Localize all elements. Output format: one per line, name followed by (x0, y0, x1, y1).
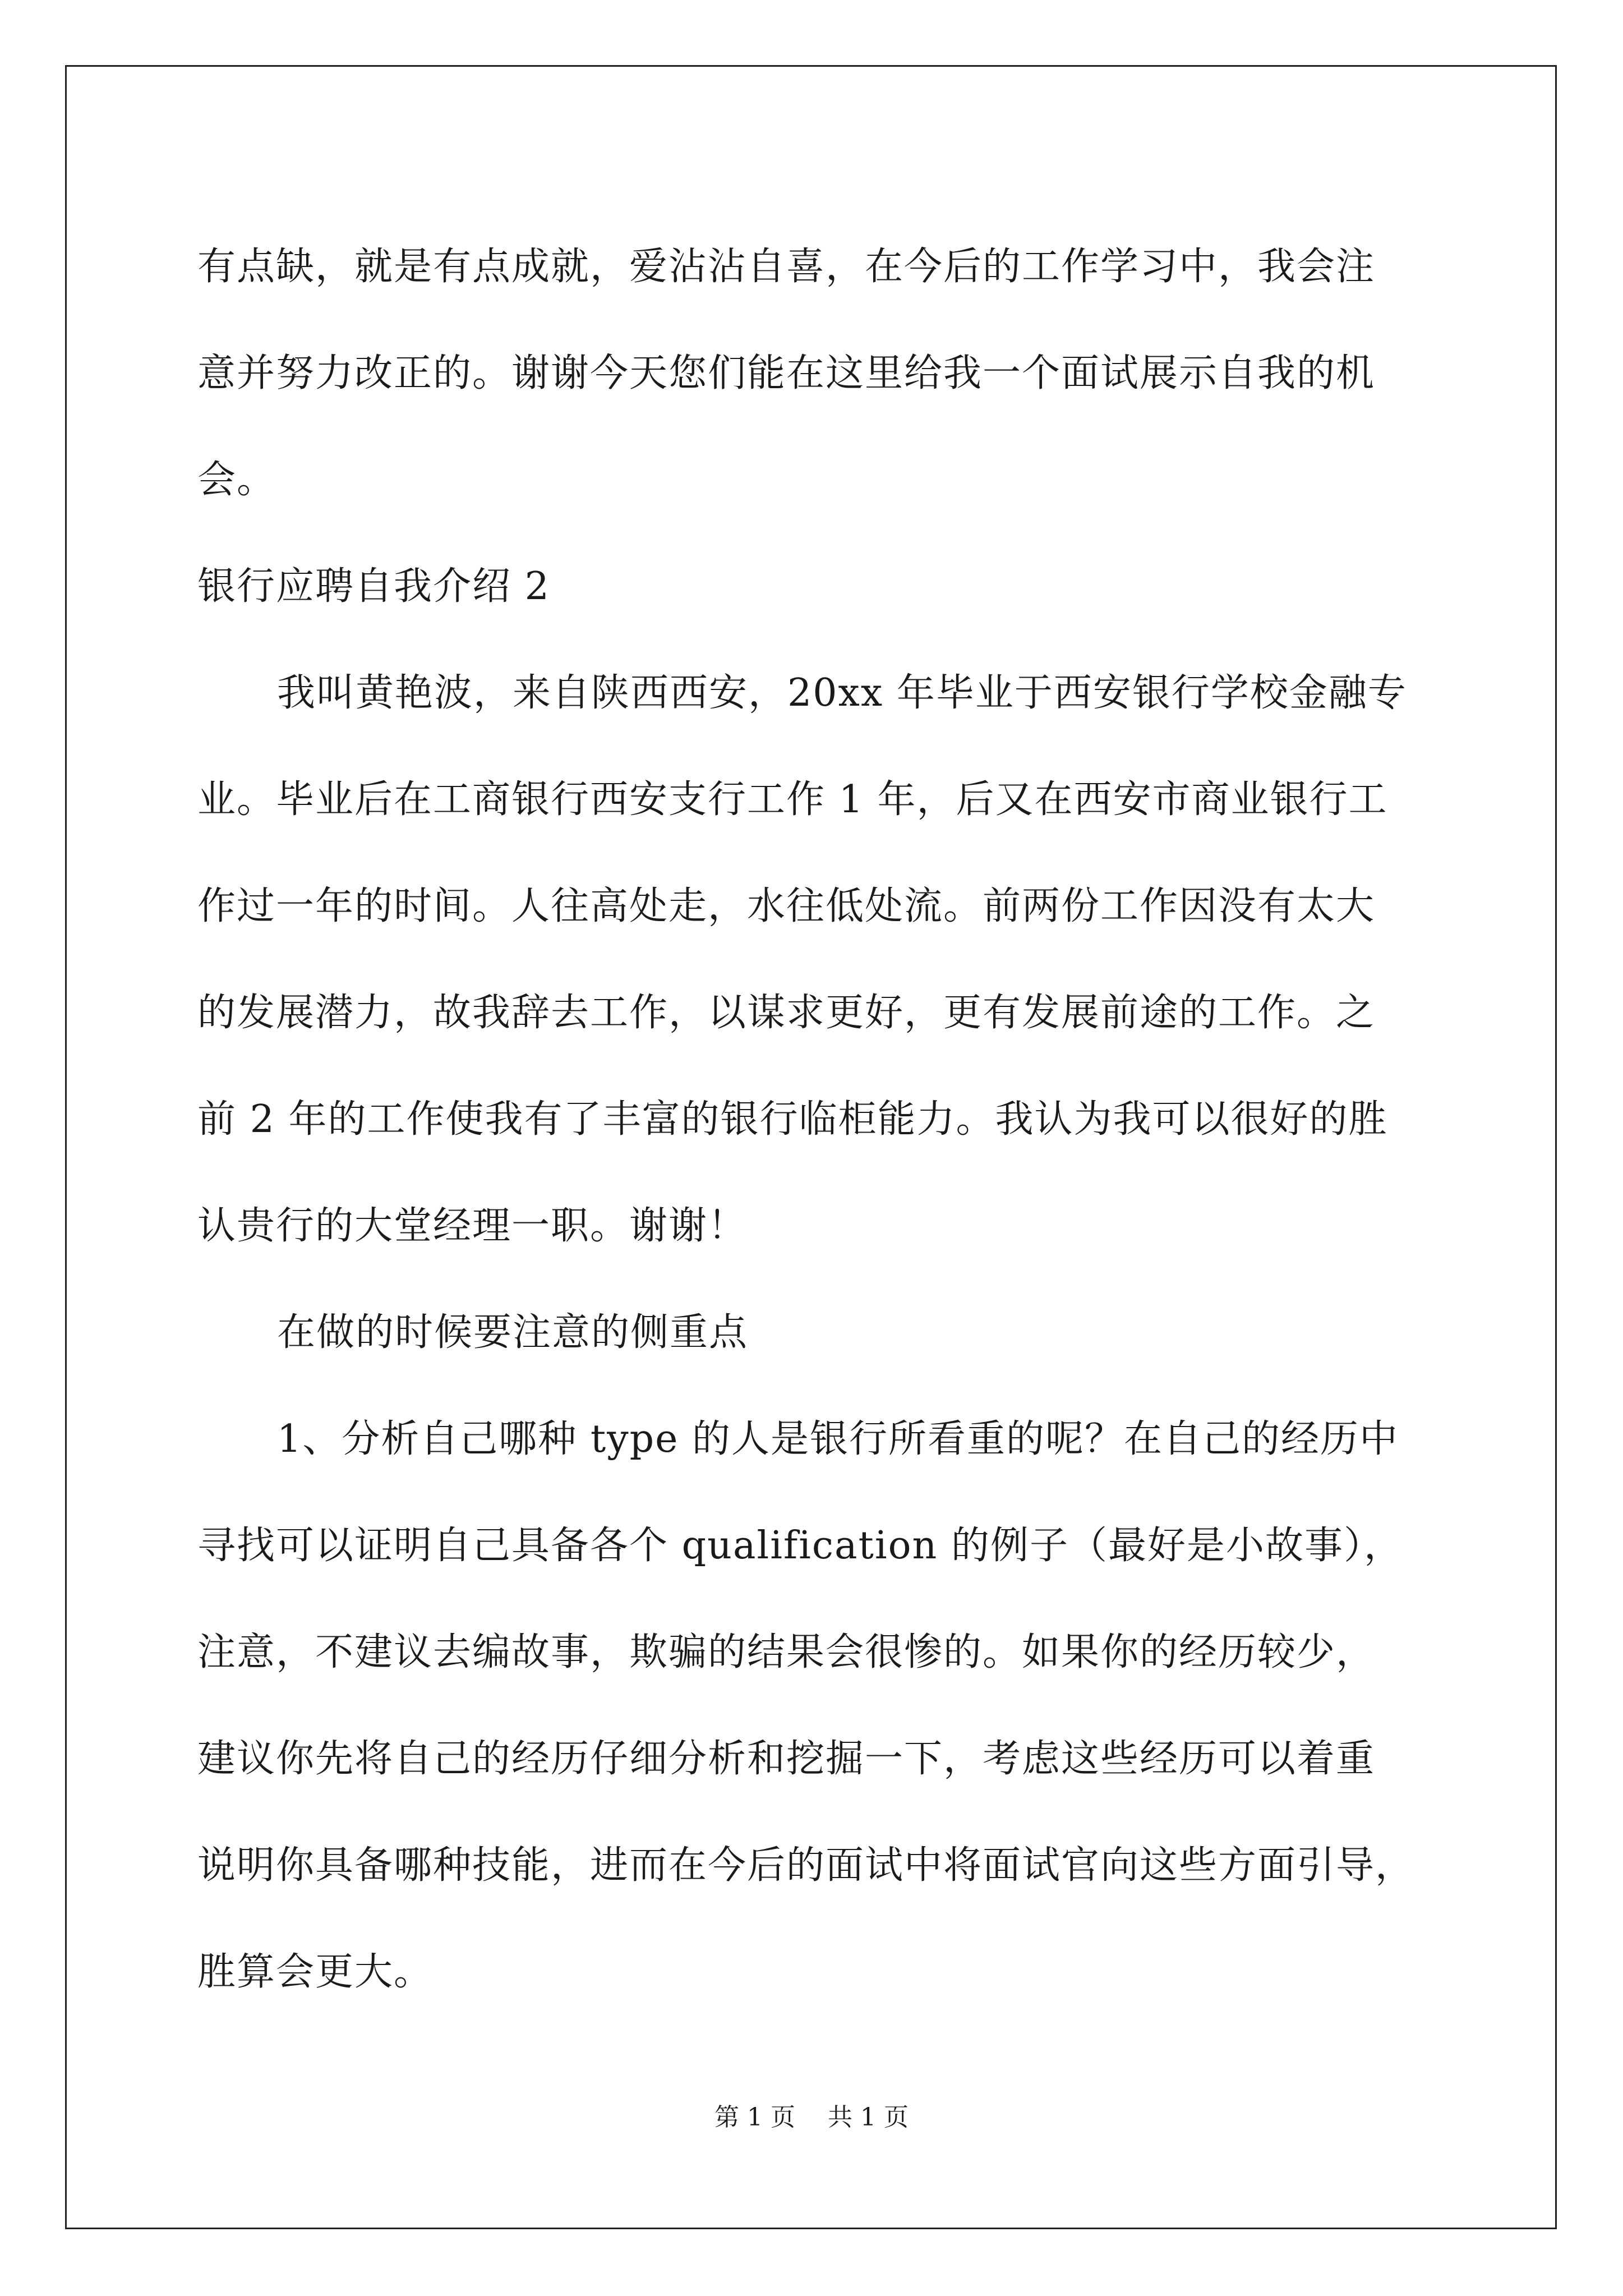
subheading-line: 在做的时候要注意的侧重点 (277, 1310, 749, 1355)
text-line: 的发展潜力，故我辞去工作，以谋求更好，更有发展前途的工作。之 (197, 991, 1376, 1035)
text-line: 会。 (197, 458, 276, 502)
text-line: 前 2 年的工作使我有了丰富的银行临柜能力。我认为我可以很好的胜 (197, 1097, 1388, 1142)
text-line: 业。毕业后在工商银行西安支行工作 1 年，后又在西安市商业银行工 (197, 777, 1388, 822)
text-line: 有点缺，就是有点成就，爱沾沾自喜，在今后的工作学习中，我会注 (197, 245, 1376, 289)
text-line: 说明你具备哪种技能，进而在今后的面试中将面试官向这些方面引导， (197, 1843, 1415, 1888)
text-line: 作过一年的时间。人往高处走，水往低处流。前两份工作因没有太大 (197, 884, 1376, 928)
text-line: 意并努力改正的。谢谢今天您们能在这里给我一个面试展示自我的机 (197, 351, 1376, 395)
text-line: 胜算会更大。 (197, 1950, 434, 1994)
text-line: 认贵行的大堂经理一职。谢谢！ (197, 1204, 748, 1248)
page-total: 共 1 页 (828, 2103, 909, 2132)
text-line: 我叫黄艳波，来自陕西西安，20xx 年毕业于西安银行学校金融专 (277, 671, 1407, 715)
text-line: 寻找可以证明自己具备各个 qualification 的例子（最好是小故事）， (197, 1524, 1403, 1568)
text-line: 1、分析自己哪种 type 的人是银行所看重的呢？在自己的经历中 (277, 1417, 1399, 1461)
page-number: 第 1 页 (714, 2103, 795, 2132)
section-heading: 银行应聘自我介绍 2 (197, 564, 550, 609)
text-line: 建议你先将自己的经历仔细分析和挖掘一下，考虑这些经历可以着重 (197, 1737, 1376, 1781)
text-line: 注意，不建议去编故事，欺骗的结果会很惨的。如果你的经历较少， (197, 1630, 1376, 1674)
document-body (197, 214, 1448, 2026)
page-footer (0, 2101, 1623, 2134)
